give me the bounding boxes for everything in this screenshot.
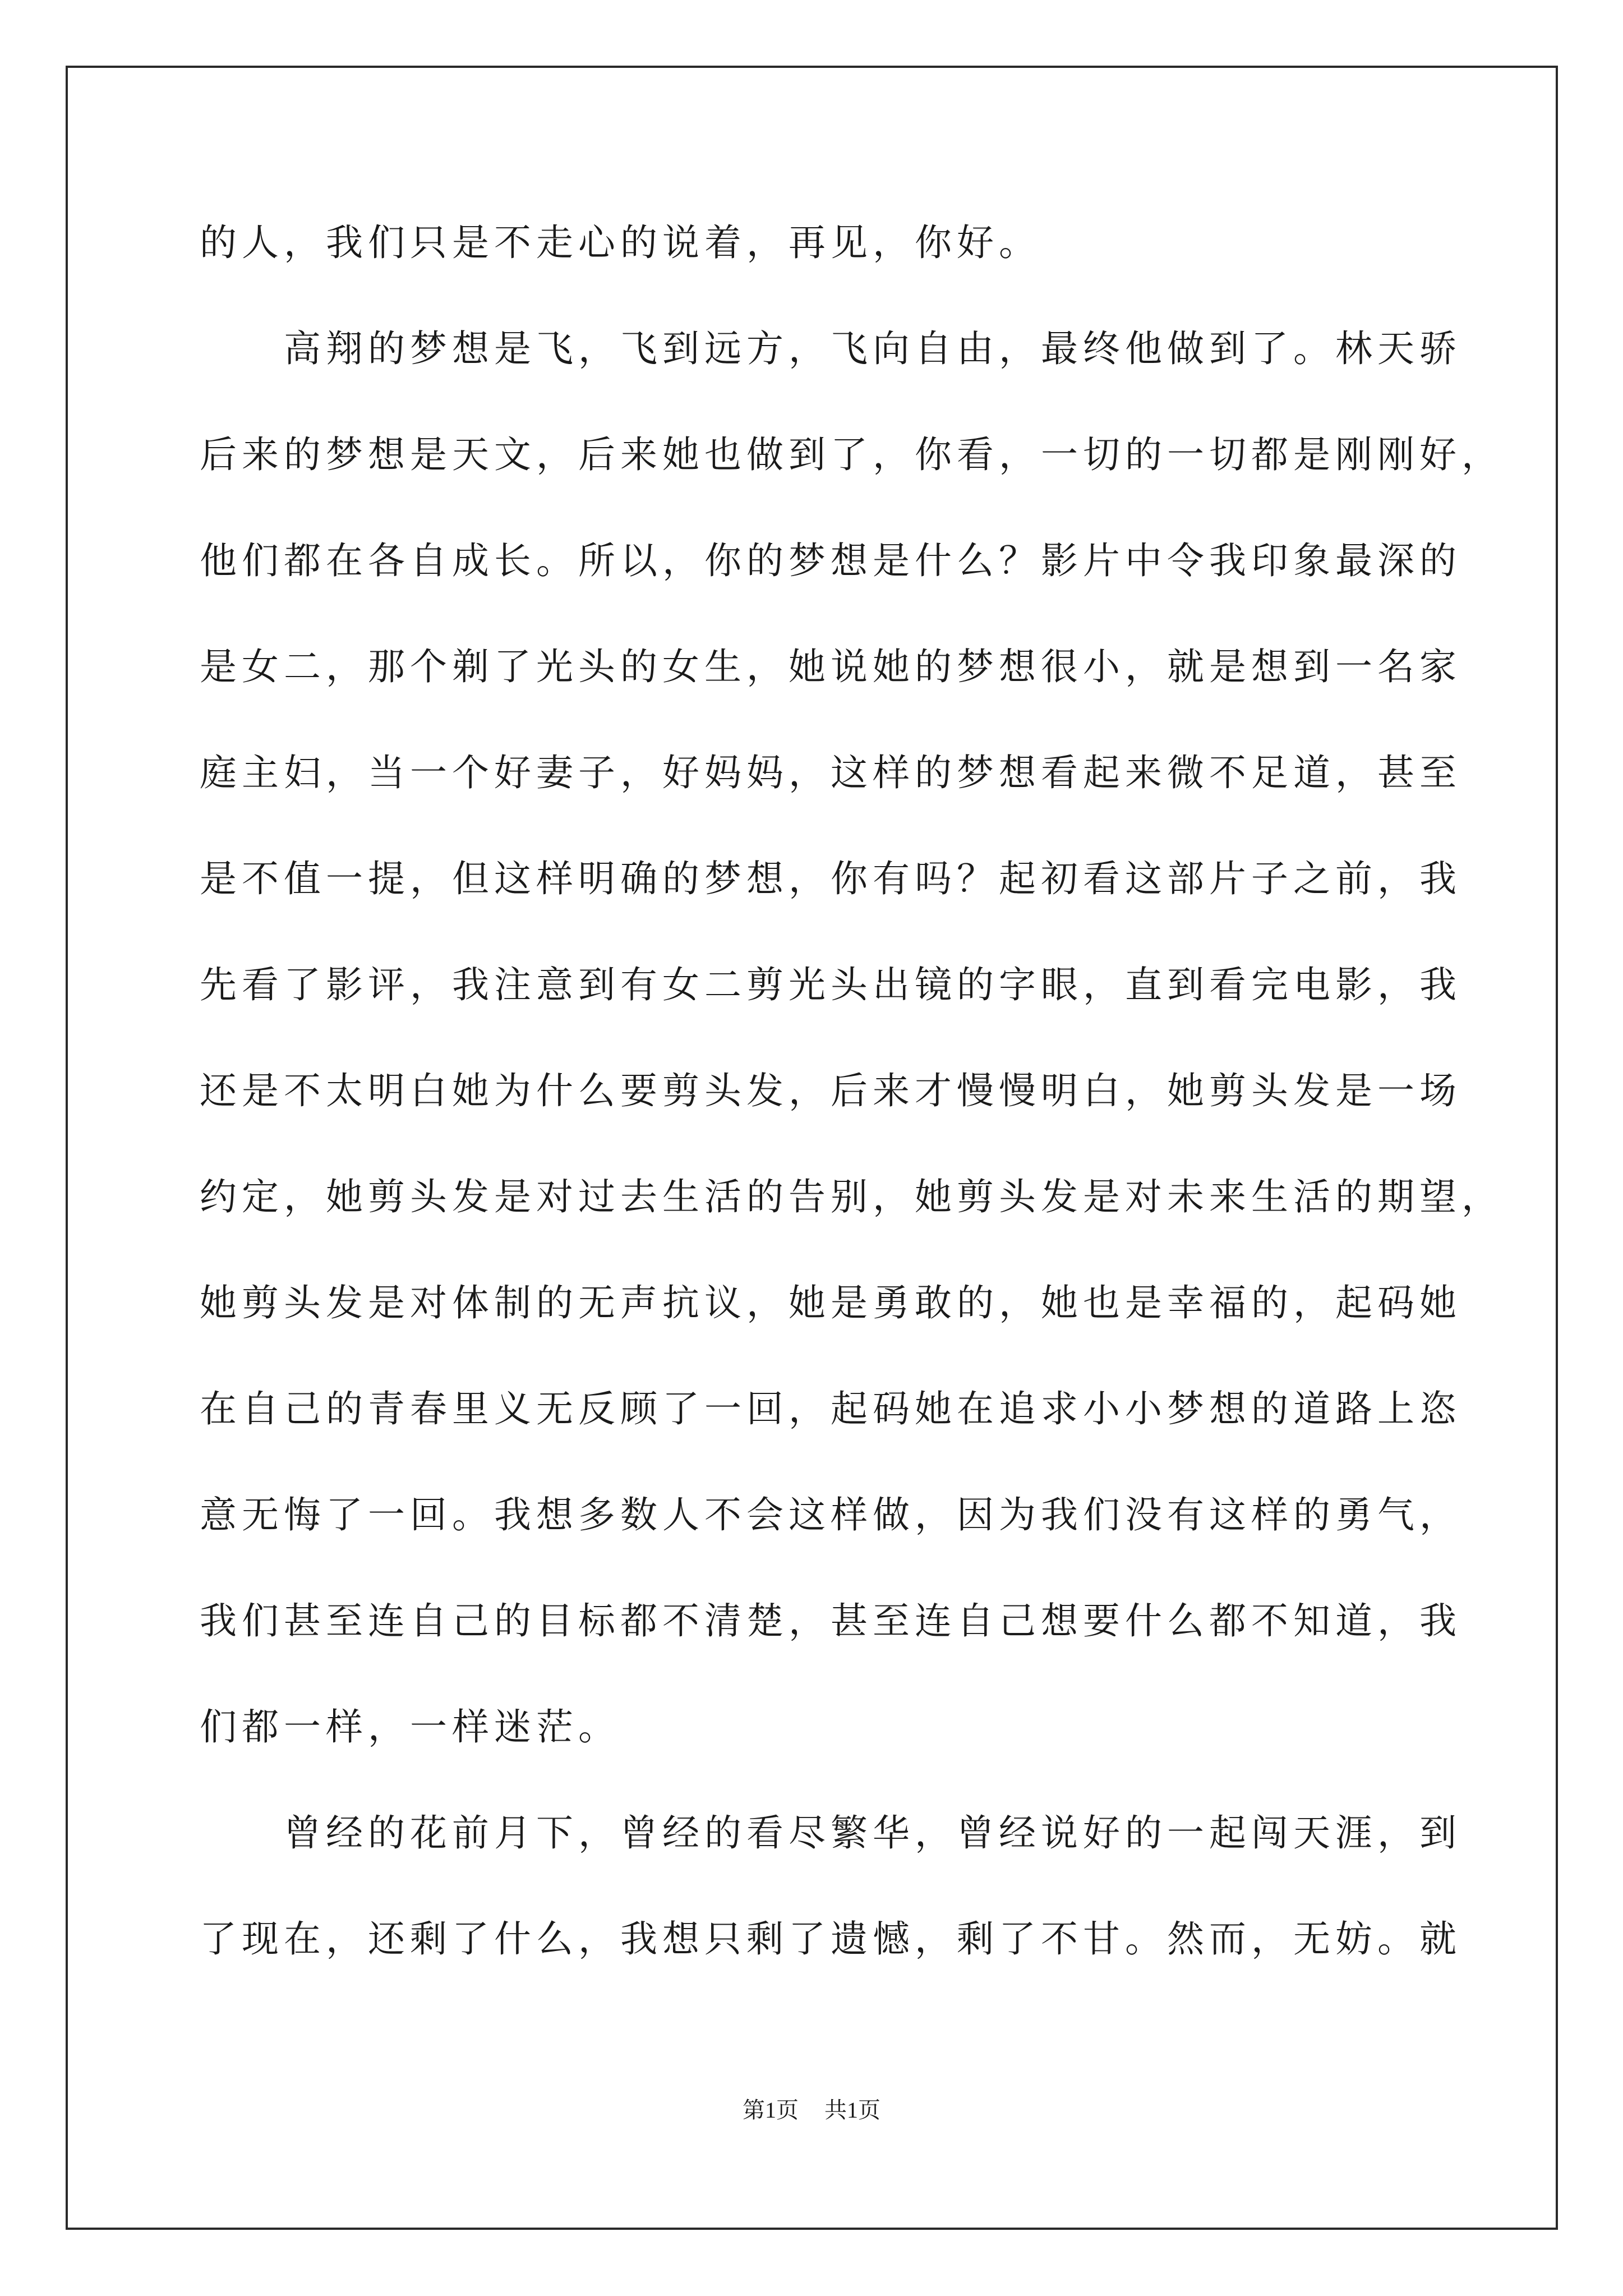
page-total: 共1页 [824, 2097, 880, 2123]
text-line: 是不值一提，但这样明确的梦想，你有吗？起初看这部片子之前，我 [200, 857, 1461, 900]
text-line: 曾经的花前月下，曾经的看尽繁华，曾经说好的一起闯天涯，到 [200, 1811, 1461, 1855]
text-line: 的人，我们只是不走心的说着，再见，你好。 [200, 221, 1041, 264]
document-body [200, 213, 1504, 2016]
text-line: 后来的梦想是天文，后来她也做到了，你看，一切的一切都是刚刚好， [200, 433, 1504, 476]
page-footer [0, 2092, 1623, 2124]
text-line: 我们甚至连自己的目标都不清楚，甚至连自己想要什么都不知道，我 [200, 1599, 1461, 1642]
text-line: 高翔的梦想是飞，飞到远方，飞向自由，最终他做到了。林天骄 [200, 327, 1461, 370]
text-line: 了现在，还剩了什么，我想只剩了遗憾，剩了不甘。然而，无妨。就 [200, 1917, 1461, 1961]
text-line: 是女二，那个剃了光头的女生，她说她的梦想很小，就是想到一名家 [200, 645, 1461, 688]
text-line: 意无悔了一回。我想多数人不会这样做，因为我们没有这样的勇气， [200, 1493, 1461, 1536]
text-line: 在自己的青春里义无反顾了一回，起码她在追求小小梦想的道路上恣 [200, 1387, 1461, 1430]
text-line: 还是不太明白她为什么要剪头发，后来才慢慢明白，她剪头发是一场 [200, 1069, 1461, 1112]
text-line: 他们都在各自成长。所以，你的梦想是什么？影片中令我印象最深的 [200, 539, 1461, 582]
text-line: 约定，她剪头发是对过去生活的告别，她剪头发是对未来生活的期望， [200, 1175, 1504, 1218]
text-line: 庭主妇，当一个好妻子，好妈妈，这样的梦想看起来微不足道，甚至 [200, 751, 1461, 794]
page-number: 第1页 [743, 2097, 799, 2123]
text-line: 她剪头发是对体制的无声抗议，她是勇敢的，她也是幸福的，起码她 [200, 1281, 1461, 1324]
text-line: 先看了影评，我注意到有女二剪光头出镜的字眼，直到看完电影，我 [200, 963, 1461, 1006]
text-line: 们都一样，一样迷茫。 [200, 1705, 620, 1749]
